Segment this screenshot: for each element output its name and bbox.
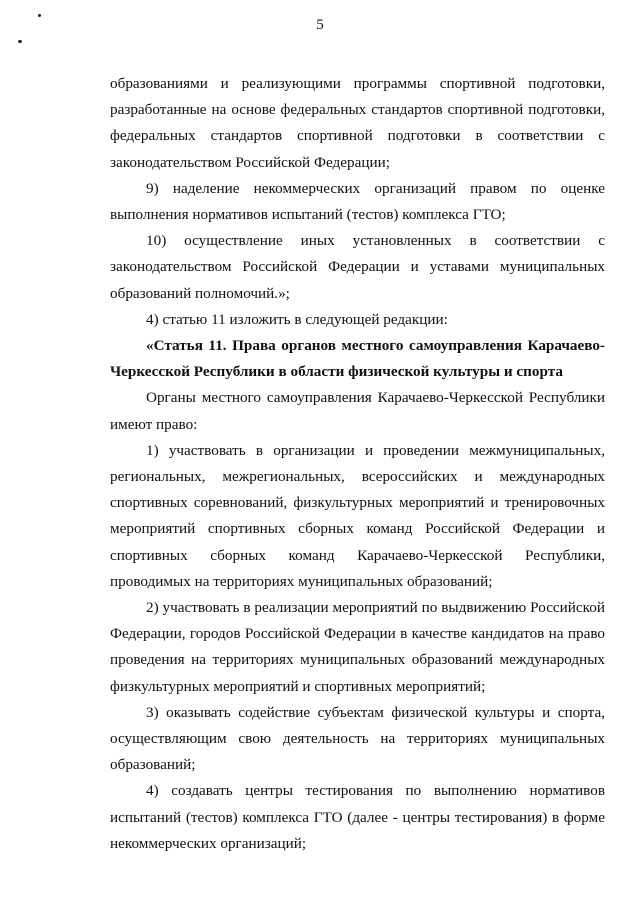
paragraph-right-1: 1) участвовать в организации и проведении межмуниципальных, региональных, межрегиональных, всероссийских и международных спортивных соревнований, физкультурных мероприятий и тренировочных мероприятий спортивных сборных команд Российской Федерации и спортивных сборных команд Карачаево-Черкесской Республики, проводимых на территориях муниципальных образований;: [110, 441, 605, 590]
page-number: 5: [316, 17, 324, 33]
paragraph-right-2: 2) участвовать в реализации мероприятий по выдвижению Российской Федерации, городов Российской Федерации в качестве кандидатов на право проведения на территориях муниципальных образований международных физкультурных мероприятий и спортивных мероприятий;: [110, 599, 605, 695]
paragraph-amendment-4: 4) статью 11 изложить в следующей редакции:: [146, 310, 448, 328]
paragraph-intro: Органы местного самоуправления Карачаево-Черкесской Республики имеют право:: [110, 389, 605, 433]
paragraph-continuation: образованиями и реализующими программы спортивной подготовки, разработанные на основе федеральных стандартов спортивной подготовки, федеральных стандартов спортивной подготовки в соответствии с законодательством Российской Федерации;: [110, 75, 605, 171]
scan-speck: [18, 40, 22, 43]
article-heading: «Статья 11. Права органов местного самоуправления Карачаево-Черкесской Республики в области физической культуры и спорта: [110, 337, 605, 381]
body-text: [110, 71, 605, 857]
paragraph-right-4: 4) создавать центры тестирования по выполнению нормативов испытаний (тестов) комплекса ГТО (далее - центры тестирования) в форме некоммерческих организаций;: [110, 782, 605, 852]
paragraph-right-3: 3) оказывать содействие субъектам физической культуры и спорта, осуществляющим свою деятельность на территориях муниципальных образований;: [110, 703, 605, 774]
paragraph-item-10: 10) осуществление иных установленных в соответствии с законодательством Российской Федерации и уставами муниципальных образований полномочий.»;: [110, 232, 605, 302]
paragraph-item-9: 9) наделение некоммерческих организаций правом по оценке выполнения нормативов испытаний (тестов) комплекса ГТО;: [110, 179, 605, 224]
